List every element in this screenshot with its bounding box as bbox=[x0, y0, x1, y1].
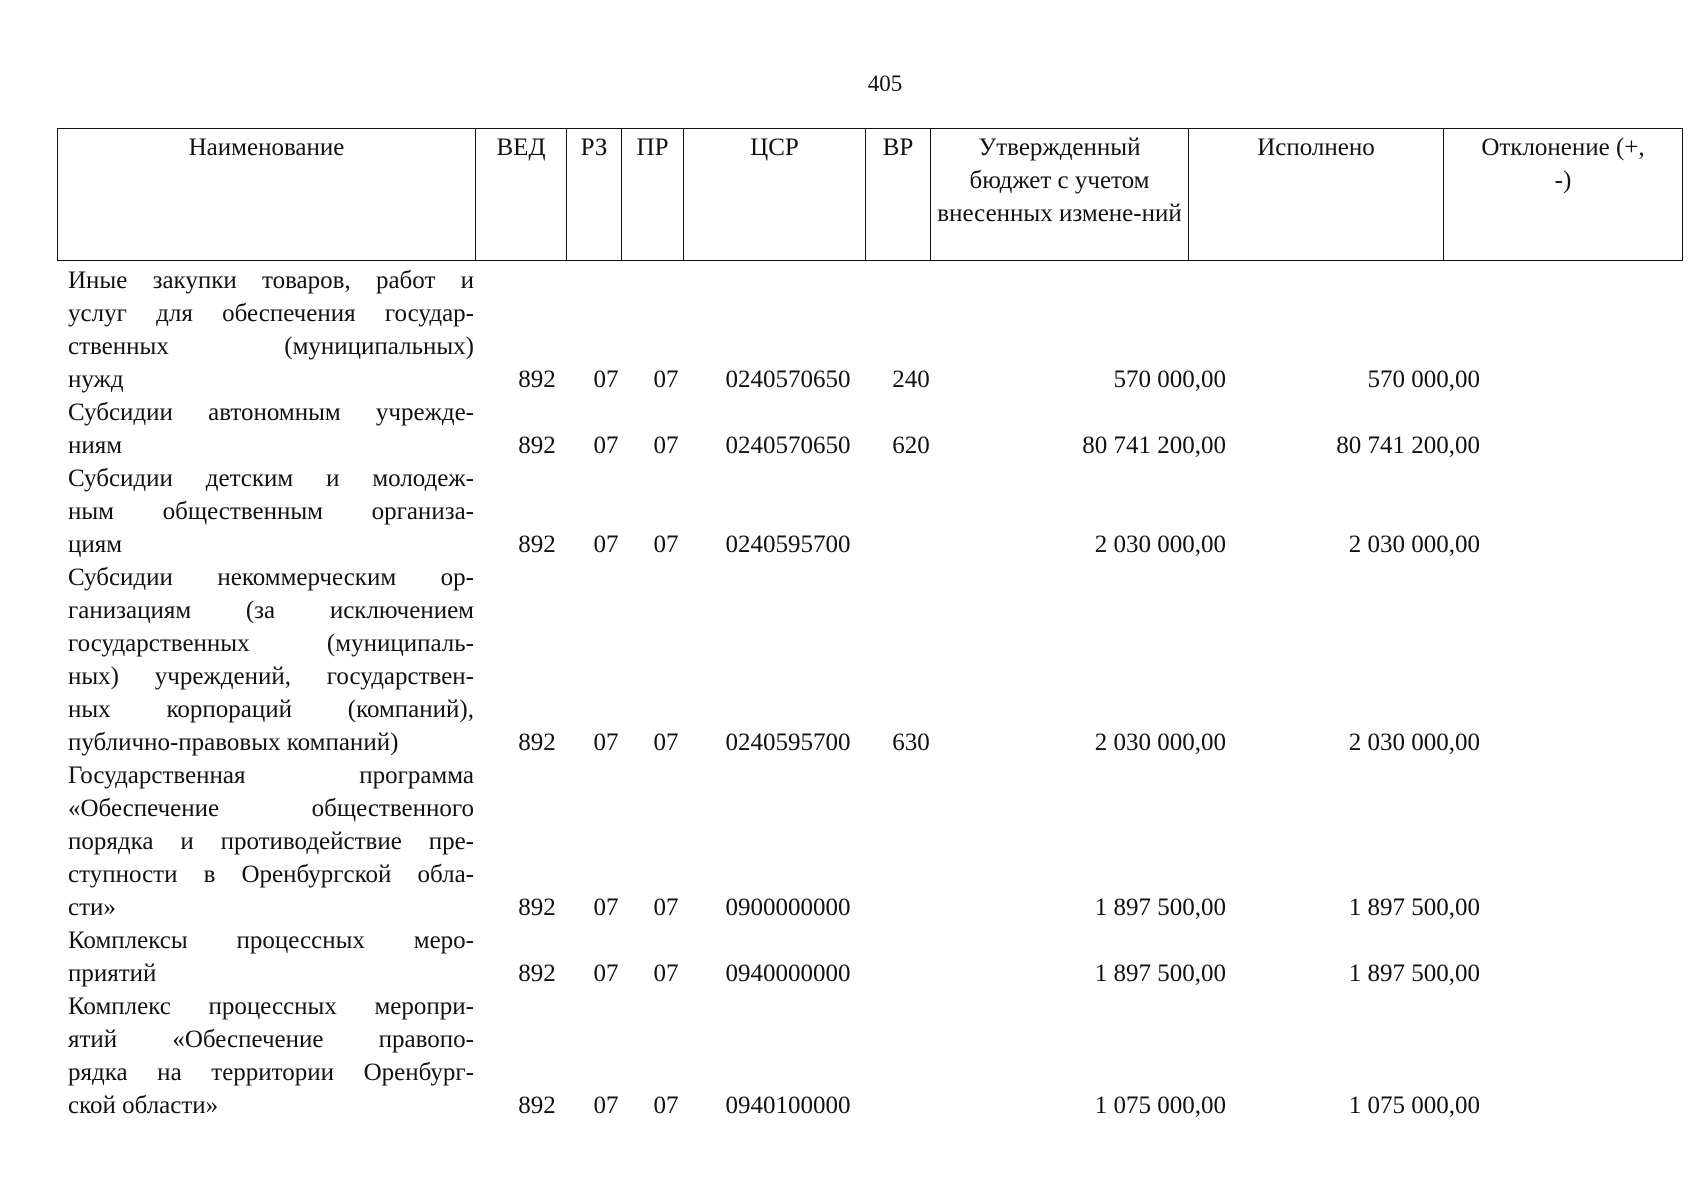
table-row bbox=[57, 924, 1682, 990]
row-name bbox=[68, 462, 474, 561]
row-name-line: ным общественным организа- bbox=[68, 498, 474, 525]
row-name-line: приятий bbox=[68, 960, 157, 987]
row-name-line: публично-правовых компаний) bbox=[68, 729, 399, 756]
row-name-line: ных) учреждений, государствен- bbox=[68, 663, 474, 690]
cell-pr: 07 bbox=[653, 960, 679, 987]
cell-approved: 80 741 200,00 bbox=[1082, 432, 1226, 459]
table-body bbox=[57, 264, 1682, 1122]
cell-vr bbox=[879, 957, 943, 990]
cell-rz: 07 bbox=[593, 894, 619, 921]
row-name-line: циям bbox=[68, 531, 123, 558]
cell-ved: 892 bbox=[518, 960, 556, 987]
row-name-line: Субсидии некоммерческим ор- bbox=[68, 564, 474, 591]
cell-vr: 240 bbox=[892, 366, 930, 393]
cell-executed: 1 075 000,00 bbox=[1348, 1092, 1480, 1119]
cell-approved: 2 030 000,00 bbox=[1094, 729, 1226, 756]
table-row bbox=[57, 561, 1682, 759]
row-name-line: нужд bbox=[68, 366, 124, 393]
header-approved-budget: Утвержденный бюджет с учетом внесенных измене-ний bbox=[931, 129, 1189, 261]
row-name-line: ской области» bbox=[68, 1092, 219, 1119]
cell-ved: 892 bbox=[518, 366, 556, 393]
cell-pr: 07 bbox=[653, 432, 679, 459]
cell-pr: 07 bbox=[653, 531, 679, 558]
cell-csr: 0240595700 bbox=[725, 531, 851, 558]
cell-pr: 07 bbox=[653, 1092, 679, 1119]
row-name bbox=[68, 759, 474, 924]
cell-executed: 80 741 200,00 bbox=[1336, 432, 1480, 459]
header-rz: РЗ bbox=[567, 129, 622, 261]
cell-vr bbox=[879, 528, 943, 561]
row-name-line: государственных (муниципаль- bbox=[68, 630, 474, 657]
cell-ved: 892 bbox=[518, 729, 556, 756]
cell-executed: 2 030 000,00 bbox=[1348, 531, 1480, 558]
row-name-line: Иные закупки товаров, работ и bbox=[68, 267, 474, 294]
cell-executed: 1 897 500,00 bbox=[1348, 960, 1480, 987]
cell-approved: 2 030 000,00 bbox=[1094, 531, 1226, 558]
cell-approved: 1 075 000,00 bbox=[1094, 1092, 1226, 1119]
cell-csr: 0240570650 bbox=[725, 366, 851, 393]
cell-csr: 0240570650 bbox=[725, 432, 851, 459]
table-row bbox=[57, 264, 1682, 396]
cell-ved: 892 bbox=[518, 894, 556, 921]
row-name bbox=[68, 561, 474, 759]
cell-pr: 07 bbox=[653, 366, 679, 393]
cell-csr: 0940000000 bbox=[725, 960, 851, 987]
row-name-line: Комплекс процессных меропри- bbox=[68, 993, 474, 1020]
header-name: Наименование bbox=[58, 129, 476, 261]
header-csr: ЦСР bbox=[684, 129, 866, 261]
row-name-line: ятий «Обеспечение правопо- bbox=[68, 1026, 474, 1053]
cell-rz: 07 bbox=[593, 432, 619, 459]
cell-rz: 07 bbox=[593, 729, 619, 756]
cell-ved: 892 bbox=[518, 1092, 556, 1119]
cell-vr bbox=[879, 891, 943, 924]
cell-ved: 892 bbox=[518, 531, 556, 558]
row-name-line: ступности в Оренбургской обла- bbox=[68, 861, 474, 888]
cell-ved: 892 bbox=[518, 432, 556, 459]
cell-rz: 07 bbox=[593, 960, 619, 987]
cell-approved: 570 000,00 bbox=[1113, 366, 1226, 393]
row-name-line: рядка на территории Оренбург- bbox=[68, 1059, 474, 1086]
row-name-line: Государственная программа bbox=[68, 762, 474, 789]
page-number: 405 bbox=[867, 71, 903, 96]
cell-csr: 0240595700 bbox=[725, 729, 851, 756]
cell-executed: 1 897 500,00 bbox=[1348, 894, 1480, 921]
table-row bbox=[57, 759, 1682, 924]
header-deviation: Отклонение (+, -) bbox=[1444, 129, 1683, 261]
table-row bbox=[57, 462, 1682, 561]
row-name-line: порядка и противодействие пре- bbox=[68, 828, 474, 855]
row-name-line: ниям bbox=[68, 432, 123, 459]
row-name-line: ганизациям (за исключением bbox=[68, 597, 474, 624]
row-name bbox=[68, 924, 474, 990]
cell-approved: 1 897 500,00 bbox=[1094, 894, 1226, 921]
cell-executed: 2 030 000,00 bbox=[1348, 729, 1480, 756]
cell-pr: 07 bbox=[653, 729, 679, 756]
row-name-line: Субсидии автономным учрежде- bbox=[68, 399, 474, 426]
row-name-line: Комплексы процессных меро- bbox=[68, 927, 474, 954]
cell-vr bbox=[879, 1089, 943, 1122]
cell-csr: 0900000000 bbox=[725, 894, 851, 921]
cell-pr: 07 bbox=[653, 894, 679, 921]
row-name-line: сти» bbox=[68, 894, 116, 921]
cell-executed: 570 000,00 bbox=[1367, 366, 1480, 393]
cell-approved: 1 897 500,00 bbox=[1094, 960, 1226, 987]
header-pr: ПР bbox=[622, 129, 684, 261]
cell-rz: 07 bbox=[593, 366, 619, 393]
row-name-line: ных корпораций (компаний), bbox=[68, 696, 474, 723]
cell-csr: 0940100000 bbox=[725, 1092, 851, 1119]
row-name bbox=[68, 990, 474, 1122]
row-name-line: «Обеспечение общественного bbox=[68, 795, 474, 822]
table-header bbox=[57, 128, 1683, 261]
row-name-line: Субсидии детским и молодеж- bbox=[68, 465, 474, 492]
cell-vr: 630 bbox=[892, 729, 930, 756]
row-name-line: услуг для обеспечения государ- bbox=[68, 300, 474, 327]
cell-rz: 07 bbox=[593, 1092, 619, 1119]
header-vr: ВР bbox=[866, 129, 931, 261]
row-name-line: ственных (муниципальных) bbox=[68, 333, 474, 360]
header-ved: ВЕД bbox=[476, 129, 567, 261]
table-row bbox=[57, 990, 1682, 1122]
row-name bbox=[68, 396, 474, 462]
table-row bbox=[57, 396, 1682, 462]
cell-vr: 620 bbox=[892, 432, 930, 459]
row-name bbox=[68, 264, 474, 396]
cell-rz: 07 bbox=[593, 531, 619, 558]
header-executed: Исполнено bbox=[1189, 129, 1444, 261]
